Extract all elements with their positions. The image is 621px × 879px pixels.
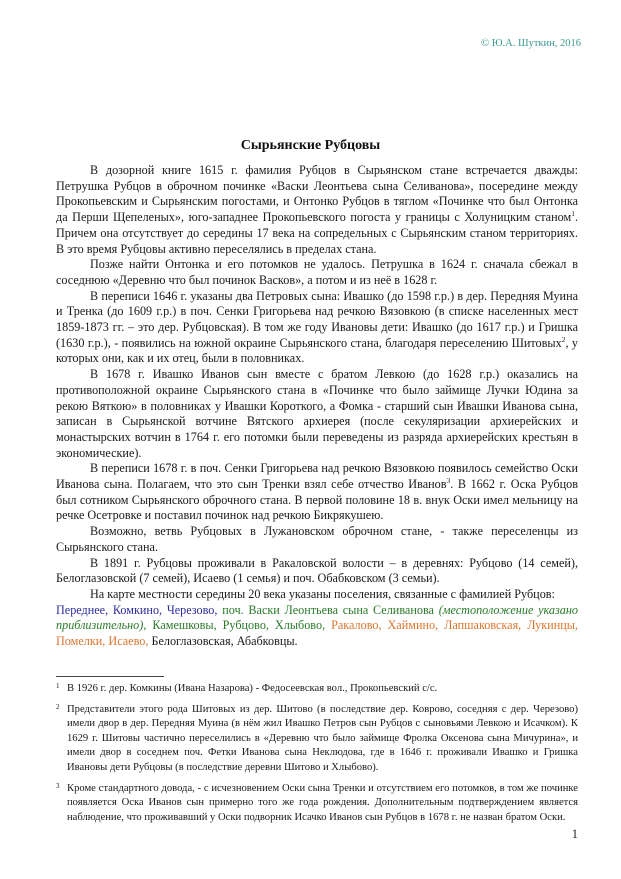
paragraph-6: Возможно, ветвь Рубцовых в Лужановском оброчном стане, - также переселенцы из Сырьянского стана.	[56, 524, 578, 554]
page-number: 1	[571, 827, 578, 841]
paragraph-2: Позже найти Онтонка и его потомков не удалось. Петрушка в 1624 г. сначала сбежал в соседнюю «Деревню что был починок Васков», а потом и из неё в 1628 г.	[56, 257, 578, 287]
paragraph-1: В дозорной книге 1615 г. фамилия Рубцов в Сырьянском стане встречается дважды: Петрушка Рубцов в оброчном починке «Васки Леонтьева сына Селиванова», посередине между Прокопьевским и Сырьянским погостами, и Онтонко Рубцов в тяглом «Починке что был Онтонка да Перши Щепеленых», юго-западнее Прокопьевского погоста у границы с Холуницким станом$^1$. Причем она отсутствует до середины 17 века на сопредельных с Сырьянским станом территориях. В это время Рубцовы активно переселялись в пределах стана.	[56, 163, 578, 256]
footnote-text: В 1926 г. дер. Комкины (Ивана Назарова) - Федосеевская вол., Прокопьевский с/с.	[67, 683, 438, 694]
footnote-text: Представители этого рода Шитовых из дер. Шитово (в последствие дер. Коврово, соседняя с дер. Черезово) имели двор в дер. Передняя Муина (в нём жил Ивашко Петров сын Рубцов с сыновьями Левкою и Исачком). К 1629 г. Шитовы частично переселились в «Деревню что было займище Фролка Оксенова сына Мичурина», и имели двор в соседнем поч. Фетки Иванова сына Неклюдова, где в 1646 г. проживали Ивашко и Гришка Ивановы дети Рубцовы (в последствие деревни Шитово и Хлыбово).	[67, 703, 578, 773]
document-body	[56, 163, 578, 650]
footnote-ref-2[interactable]: 2	[561, 334, 566, 344]
footnote-number: 3	[56, 781, 60, 790]
footnotes	[56, 682, 578, 831]
copyright-notice: © Ю.А. Шуткин, 2016	[481, 38, 581, 49]
footnote-number: 1	[56, 682, 60, 690]
settlements-green-1: поч. Васки Леонтьева сына Селиванова	[222, 602, 439, 617]
settlements-blue: Переднее, Комкино, Черезово,	[56, 602, 223, 617]
settlements-orange: Ракалово, Хаймино, Лапшаковская, Лукинцы, Помелки, Исаево,	[56, 618, 578, 649]
paragraph-5: В переписи 1678 г. в поч. Сенки Григорьева над речкою Вязовкою появилось семейство Оски Иванова сына. Полагаем, что это сын Тренки взял себе отчество Иванов$^3$. В 1662 г. Оска Рубцов был сотником Сырьянского оброчного стана. В первой половине 18 в. внук Оски имел мельницу на речке Осетровке и поставил починок над речкою Бикрякушею.	[56, 461, 578, 523]
settlements-black: Белоглазовская, Абабковцы.	[151, 634, 298, 649]
page-title: Сырьянские Рубцовы	[240, 138, 381, 153]
settlements-list	[56, 603, 578, 650]
footnote-text: Кроме стандартного довода, - с исчезновением Оски сына Тренки и отсутствием его потомков, в том же починке появляется Оска Иванов сын примерно того же года рождения. Дополнительным подтверждением является наблюдение, что проживавший у Оски подворник Исачко Иванов сын Рубцов в 1678 г. не назван братом Оски.	[67, 782, 578, 823]
footnote-2	[56, 703, 578, 776]
footnote-separator	[56, 676, 164, 677]
paragraph-8: На карте местности середины 20 века указаны поселения, связанные с фамилией Рубцов:	[90, 586, 555, 601]
footnote-ref-3[interactable]: 3	[446, 476, 451, 485]
settlements-green-2: , Камешковы, Рубцово, Хлыбово,	[143, 618, 332, 633]
paragraph-7: В 1891 г. Рубцовы проживали в Ракаловской волости – в деревнях: Рубцово (14 семей), Белоглазовской (7 семей), Исаево (1 семья) и поч. Обабковском (3 семьи).	[56, 555, 578, 586]
settlements-location-note: (местоположение указано приблизительно)	[56, 602, 578, 633]
paragraph-3: В переписи 1646 г. указаны два Петровых сына: Ивашко (до 1598 г.р.) в дер. Передняя Муина и Тренка (до 1609 г.р.) в поч. Сенки Григорьева над речкою Вязовкою (в списке населенных мест 1859-1873 гг. – это дер. Рубцовская). В том же году Ивановы дети: Ивашко (до 1617 г.р.) и Гришка (1630 г.р.), - появились на южной окраине Сырьянского стана, благодаря переселению Шитовых$^2$, у которых они, как и их отец, были в половниках.	[56, 288, 578, 366]
paragraph-4: В 1678 г. Ивашко Иванов сын вместе с братом Левкою (до 1628 г.р.) оказались на противоположной окраине Сырьянского стана в «Починке что было займище Лучки Юдина за рекою Вяткою» в половниках у Ивашки Короткого, а Фомка - старший сын Ивашки Иванова сына, записан в Сырьянской вотчине Вятского архиерея (после секуляризации архиерейских и монастырских вотчин в 1764 г. его потомки были переведены из разряда архиерейских крестьян в экономические).	[56, 367, 578, 460]
footnote-ref-1[interactable]: 1	[571, 209, 575, 219]
footnote-number: 2	[56, 702, 60, 711]
footnote-3	[56, 782, 578, 826]
footnote-1	[56, 682, 578, 697]
